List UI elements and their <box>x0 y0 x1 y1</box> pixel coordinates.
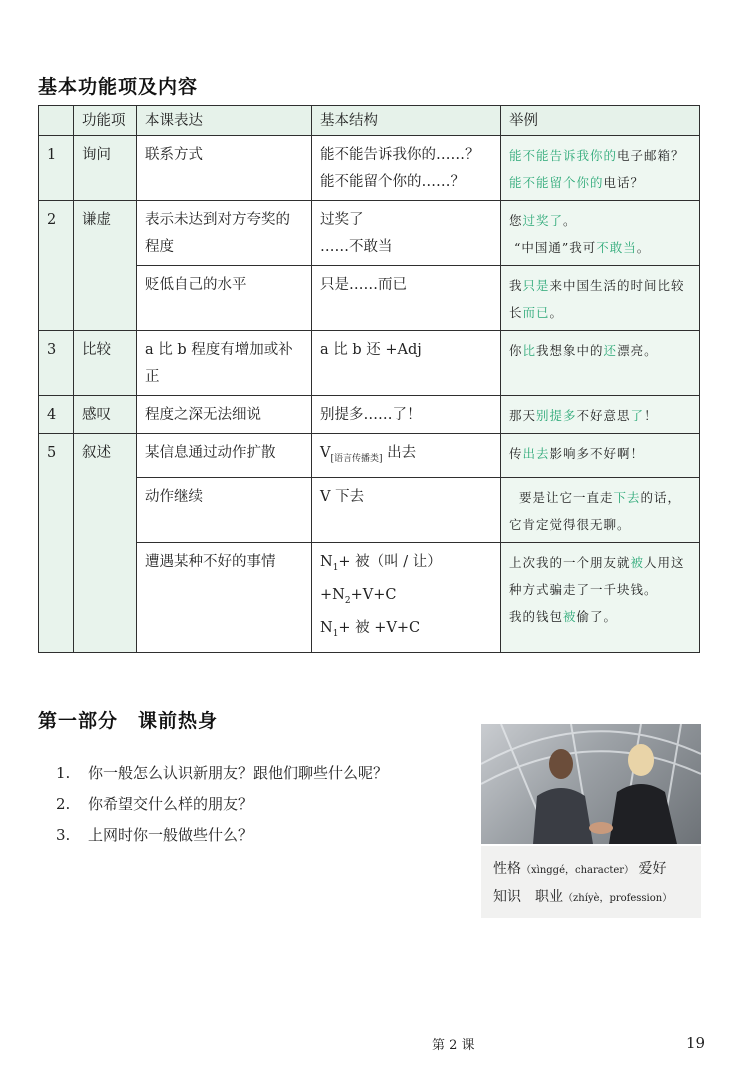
row-expression: 某信息通过动作扩散 <box>137 434 312 478</box>
page-number: 19 <box>686 1034 706 1052</box>
row-structure <box>312 542 501 652</box>
row-example <box>501 201 700 266</box>
row-function: 询问 <box>74 136 137 201</box>
example-highlight: 了 <box>630 408 645 423</box>
example-highlight: 过奖了 <box>522 213 564 228</box>
row-example <box>501 542 700 652</box>
question-text: 上网时你一般做些什么？ <box>88 826 254 844</box>
lesson-label: 第 2 课 <box>432 1038 475 1053</box>
example-highlight: 还 <box>603 343 618 358</box>
row-function: 谦虚 <box>74 201 137 331</box>
table-header-row <box>39 106 700 136</box>
structure-line: 能不能留个你的……？ <box>320 174 465 190</box>
example-text: ！ <box>644 408 658 423</box>
row-example <box>501 434 700 478</box>
example-highlight: 别提多 <box>536 408 577 423</box>
row-example <box>501 266 700 331</box>
example-text: 上次我的一个朋友就 <box>509 554 631 570</box>
example-line <box>509 142 691 169</box>
structure-subscript: [语言传播类] <box>330 453 383 464</box>
vocab-word: 职业 <box>535 889 563 905</box>
structure-text: + 被 +V+C <box>338 619 421 636</box>
example-text: 。 <box>563 213 577 228</box>
example-highlight: 出去 <box>522 446 550 461</box>
structure-subscript: 1 <box>332 628 339 639</box>
vocab-line <box>493 856 701 884</box>
vocab-box <box>481 846 701 918</box>
example-text: 不好意思 <box>576 408 631 423</box>
row-structure: V 下去 <box>312 477 501 542</box>
warmup-title: 第一部分 课前热身 <box>38 710 219 732</box>
example-highlight: 能不能告诉我你的 <box>509 148 618 163</box>
row-example <box>501 331 700 396</box>
structure-text: N <box>320 553 333 570</box>
row-example <box>501 396 700 434</box>
example-text: 漂亮。 <box>617 343 658 358</box>
row-example <box>501 136 700 201</box>
vocab-pinyin: （xìnggé，character） <box>521 865 635 876</box>
structure-text: + 被（叫 / 让）+N <box>320 553 442 603</box>
header-example: 举例 <box>501 106 700 136</box>
row-number: 4 <box>39 396 74 434</box>
example-highlight: 而已 <box>522 305 550 320</box>
structure-subscript: 1 <box>332 562 339 573</box>
example-line <box>509 169 691 196</box>
question-number: 2. <box>56 795 71 813</box>
example-highlight: 能不能留个你的 <box>509 175 604 190</box>
vocab-word: 知识 <box>493 889 521 905</box>
example-text: “中国通”我可 <box>513 240 597 255</box>
table-row <box>39 266 700 331</box>
structure-text: 出去 <box>387 445 417 461</box>
table-row <box>39 434 700 478</box>
example-text: 。 <box>549 305 564 320</box>
example-text: 传 <box>509 446 523 461</box>
row-structure: 只是……而已 <box>312 266 501 331</box>
example-text: 人用这种方式骗走了一千块钱。 <box>509 554 685 597</box>
question-list <box>56 758 388 851</box>
vocab-line <box>493 884 701 912</box>
example-text: 来中国生活的时间比较长 <box>509 278 685 320</box>
example-text: 的话，它肯定觉得很无聊。 <box>509 489 681 532</box>
example-text: 你 <box>509 343 523 358</box>
row-number: 5 <box>39 434 74 653</box>
structure-line: 能不能告诉我你的……？ <box>320 147 480 163</box>
header-expression: 本课表达 <box>137 106 312 136</box>
example-text: 我的钱包 <box>509 608 564 624</box>
structure-line: 过奖了 <box>320 212 364 228</box>
example-text: 我 <box>509 278 523 293</box>
example-highlight: 被 <box>630 554 645 570</box>
row-structure: 别提多……了！ <box>312 396 501 434</box>
row-function: 比较 <box>74 331 137 396</box>
row-function: 感叹 <box>74 396 137 434</box>
row-number: 3 <box>39 331 74 396</box>
example-highlight: 只是 <box>522 278 550 293</box>
row-expression: 联系方式 <box>137 136 312 201</box>
row-expression: 程度之深无法细说 <box>137 396 312 434</box>
photo-illustration <box>481 724 701 844</box>
table-title: 基本功能项及内容 <box>38 76 199 98</box>
row-expression: 遭遇某种不好的事情 <box>137 542 312 652</box>
structure-line: ……不敢当 <box>320 239 393 255</box>
example-text: 影响多不好啊！ <box>549 446 645 461</box>
example-highlight: 被 <box>563 608 577 624</box>
structure-text: N <box>320 619 333 636</box>
row-number: 2 <box>39 201 74 331</box>
header-structure: 基本结构 <box>312 106 501 136</box>
structure-line <box>320 549 492 615</box>
row-example <box>501 477 700 542</box>
row-expression: 贬低自己的水平 <box>137 266 312 331</box>
row-structure <box>312 201 501 266</box>
table-row <box>39 331 700 396</box>
list-item <box>56 789 388 820</box>
example-line <box>509 234 691 261</box>
vocab-word: 性格 <box>493 861 521 877</box>
question-number: 1. <box>56 764 71 782</box>
example-text: 电子邮箱？ <box>617 148 685 163</box>
question-text: 你希望交什么样的朋友？ <box>88 795 254 813</box>
example-text: 要是让它一直走 <box>518 489 614 505</box>
table-row <box>39 136 700 201</box>
header-num <box>39 106 74 136</box>
list-item <box>56 820 388 851</box>
structure-line <box>320 615 492 648</box>
example-line <box>509 207 691 234</box>
example-line <box>509 549 691 603</box>
example-text: 电话？ <box>603 175 645 190</box>
row-function: 叙述 <box>74 434 137 653</box>
handshake-photo <box>481 724 701 844</box>
example-text: 您 <box>509 213 523 228</box>
row-number: 1 <box>39 136 74 201</box>
table-row <box>39 477 700 542</box>
structure-text: +V+C <box>350 586 397 603</box>
question-number: 3. <box>56 826 71 844</box>
list-item <box>56 758 388 789</box>
vocab-pinyin: （zhíyè，profession） <box>563 893 673 904</box>
function-table <box>38 105 700 653</box>
example-highlight: 不敢当 <box>596 240 637 255</box>
header-function: 功能项 <box>74 106 137 136</box>
table-row <box>39 201 700 266</box>
example-text: 偷了。 <box>576 608 618 624</box>
example-text: 那天 <box>509 408 537 423</box>
example-text: 我想象中的 <box>536 343 604 358</box>
row-structure: a 比 b 还 +Adj <box>312 331 501 396</box>
example-highlight: 比 <box>522 343 537 358</box>
table-row <box>39 396 700 434</box>
table-row <box>39 542 700 652</box>
question-text: 你一般怎么认识新朋友？跟他们聊些什么呢？ <box>88 764 389 782</box>
row-expression: a 比 b 程度有增加或补正 <box>137 331 312 396</box>
row-expression: 表示未达到对方夸奖的程度 <box>137 201 312 266</box>
structure-text: V <box>320 445 331 461</box>
row-structure <box>312 136 501 201</box>
vocab-word: 爱好 <box>638 861 667 877</box>
example-text: 。 <box>636 240 651 255</box>
row-expression: 动作继续 <box>137 477 312 542</box>
example-line <box>509 603 691 630</box>
example-highlight: 下去 <box>613 489 641 505</box>
structure-subscript: 2 <box>344 595 351 606</box>
row-structure <box>312 434 501 478</box>
